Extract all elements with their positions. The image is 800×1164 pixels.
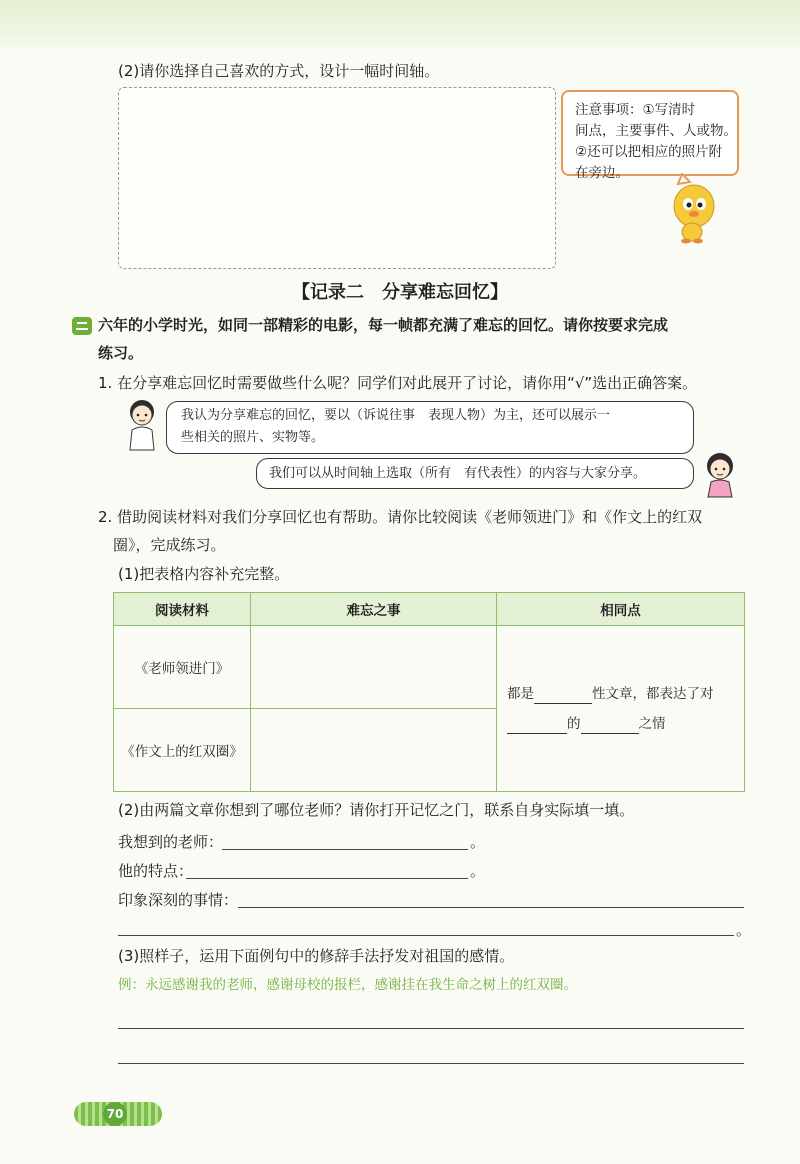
trait-period: 。 — [470, 862, 486, 880]
common-text-b: 性文章，都表达了对 — [592, 685, 714, 702]
question-2-3: (3)照样子，运用下面例句中的修辞手法抒发对祖国的感情。 — [118, 947, 515, 965]
note-line-3: ②还可以把相应的照片附 — [575, 144, 723, 160]
question-2-prompt: (2)请你选择自己喜欢的方式，设计一幅时间轴。 — [118, 62, 440, 80]
note-line-2: 间点，主要事件、人或物。 — [575, 123, 737, 139]
reading-comparison-table — [113, 592, 745, 792]
question-1: 1. 在分享难忘回忆时需要做些什么呢？同学们对此展开了讨论，请你用“√”选出正确答案。 — [98, 374, 698, 392]
object-blank[interactable] — [507, 719, 567, 734]
teacher-input-line[interactable] — [222, 849, 468, 850]
bubble2-text: 我们可以从时间轴上选取（所有 有代表性）的内容与大家分享。 — [269, 466, 647, 481]
section-title: 【记录二 分享难忘回忆】 — [292, 282, 508, 303]
event-input-line-1[interactable] — [238, 907, 744, 908]
header-memorable-event: 难忘之事 — [251, 593, 497, 626]
event-period: 。 — [736, 921, 752, 939]
common-text-a: 都是 — [507, 685, 534, 702]
teacher-label: 我想到的老师： — [118, 833, 224, 851]
note-line-4: 在旁边。 — [575, 165, 629, 181]
header-common-points: 相同点 — [497, 593, 745, 626]
feeling-blank[interactable] — [581, 719, 639, 734]
timeline-design-area[interactable] — [118, 87, 556, 269]
common-text-d: 之情 — [638, 715, 666, 732]
boy-avatar-icon — [122, 398, 162, 452]
row-1-event-input[interactable] — [251, 626, 497, 709]
row-1-material: 《老师领进门》 — [114, 626, 251, 709]
header-reading-material: 阅读材料 — [114, 593, 251, 626]
table-row — [114, 626, 745, 709]
example-sentence: 例：永远感谢我的老师，感谢母校的报栏，感谢挂在我生命之树上的红双圈。 — [118, 977, 577, 993]
trait-input-line[interactable] — [186, 878, 468, 879]
bubble1-line-1: 我认为分享难忘的回忆，要以（诉说往事 表现人物）为主，还可以展示一 — [181, 408, 611, 423]
row-2-event-input[interactable] — [251, 709, 497, 792]
question-2-line-1: 2. 借助阅读材料对我们分享回忆也有帮助。请你比较阅读《老师领进门》和《作文上的红双 — [98, 508, 703, 526]
task-number-badge — [72, 317, 92, 335]
chick-mascot-icon — [664, 172, 728, 244]
page-number: 70 — [103, 1102, 127, 1126]
speech-bubble-boy — [166, 401, 694, 454]
task-intro-line-1: 六年的小学时光，如同一部精彩的电影，每一帧都充满了难忘的回忆。请你按要求完成 — [98, 316, 669, 334]
top-decorative-band — [0, 0, 800, 58]
note-line-1: 注意事项：①写清时 — [575, 102, 696, 118]
row-2-material: 《作文上的红双圈》 — [114, 709, 251, 792]
speech-bubble-girl — [256, 458, 694, 489]
common-text-c: 的 — [567, 715, 581, 732]
question-2-line-2: 圈》，完成练习。 — [113, 536, 226, 554]
trait-label: 他的特点： — [118, 862, 194, 880]
question-2-2: (2)由两篇文章你想到了哪位老师？请你打开记忆之门，联系自身实际填一填。 — [118, 801, 635, 819]
question-2-1: (1)把表格内容补充完整。 — [118, 565, 290, 583]
girl-avatar-icon — [700, 450, 740, 498]
answer-line-1[interactable] — [118, 1028, 744, 1029]
event-label: 印象深刻的事情： — [118, 891, 239, 909]
task-intro-line-2: 练习。 — [98, 344, 144, 362]
genre-blank[interactable] — [534, 689, 592, 704]
table-header-row — [114, 593, 745, 626]
teacher-period: 。 — [470, 833, 486, 851]
common-points-cell — [497, 626, 745, 792]
answer-line-2[interactable] — [118, 1063, 744, 1064]
event-input-line-2[interactable] — [118, 935, 734, 936]
note-box — [561, 90, 739, 181]
bubble1-line-2: 些相关的照片、实物等。 — [181, 430, 325, 445]
